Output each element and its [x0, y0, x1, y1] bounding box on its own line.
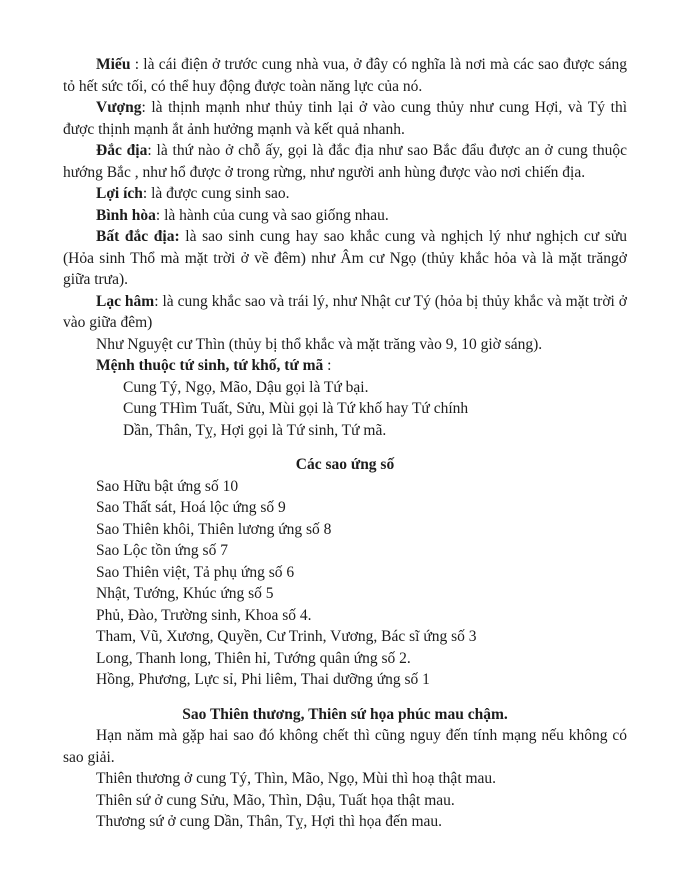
definition-paragraph	[63, 183, 627, 205]
star-number-line: Sao Thiên việt, Tả phụ ứng số 6	[96, 563, 295, 581]
definition-separator: :	[141, 99, 152, 116]
star-number-line: Phủ, Đào, Trường sinh, Khoa số 4.	[96, 606, 312, 624]
definition-text: là được cung sinh sao.	[151, 185, 290, 202]
definition-term: Bình hòa	[96, 206, 156, 224]
star-number-line: Tham, Vũ, Xương, Quyền, Cư Trinh, Vương, Bác sĩ ứng số 3	[96, 628, 477, 645]
thien-thuong-line: Hạn năm mà gặp hai sao đó không chết thì cũng nguy đến tính mạng nếu không có sao giải.	[63, 727, 627, 766]
definition-text: là thịnh mạnh như thủy tinh lại ở vào cung thủy như cung Hợi, và Tý thì được thịnh mạnh ắt ảnh hưởng mạnh và kết quả nhanh.	[63, 99, 627, 138]
star-number-line: Sao Hữu bật ứng số 10	[96, 477, 239, 495]
definition-term: Bất đắc địa:	[96, 228, 180, 245]
star-number-line: Sao Thất sát, Hoá lộc ứng số 9	[96, 499, 286, 516]
menh-list-item: Dần, Thân, Tỵ, Hợi gọi là Tứ sinh, Tứ mã.	[123, 421, 387, 439]
definition-separator: :	[323, 357, 332, 374]
star-number-line: Hồng, Phương, Lực sỉ, Phi liêm, Thai dưỡng ứng số 1	[96, 671, 430, 688]
definition-paragraph	[63, 140, 627, 183]
definition-separator: :	[130, 56, 144, 73]
definition-separator: :	[154, 292, 163, 310]
definition-term: Đắc địa	[96, 142, 148, 159]
star-number-line: Nhật, Tướng, Khúc ứng số 5	[96, 585, 274, 602]
definition-text: là thứ nào ở chỗ ấy, gọi là đắc địa như sao Bắc đẩu được an ở cung thuộc hướng Bắc , như hổ được ở trong rừng, như người anh hùng được vào nơi chiến địa.	[63, 142, 627, 181]
definition-text: là cái điện ở trước cung nhà vua, ở đây có nghĩa là nơi mà các sao được sáng tỏ hết sức tối, có thể huy động được toàn năng lực của nó.	[63, 56, 627, 95]
definition-term: Mệnh thuộc tứ sinh, tứ khố, tứ mã	[96, 357, 324, 374]
definition-paragraph	[63, 97, 627, 140]
definition-text: Như Nguyệt cư Thìn (thủy bị thổ khắc và mặt trăng vào 9, 10 giờ sáng).	[96, 335, 543, 353]
menh-list-item: Cung Tý, Ngọ, Mão, Dậu gọi là Tứ bại.	[123, 378, 369, 396]
star-number-line: Long, Thanh long, Thiên hỉ, Tướng quân ứng số 2.	[96, 649, 411, 667]
definition-paragraph	[63, 226, 627, 291]
thien-thuong-line: Thiên sứ ở cung Sửu, Mão, Thìn, Dậu, Tuất họa thật mau.	[96, 791, 455, 809]
definition-term: Vượng	[96, 99, 142, 116]
definition-paragraph	[63, 355, 627, 377]
definition-text: là sao sinh cung hay sao khắc cung và nghịch lý như nghịch cư sửu (Hỏa sinh Thổ mà mặt trời ở về đêm) như Âm cư Ngọ (thủy khắc hỏa và là mặt trăngở giữa trưa).	[63, 228, 628, 288]
thien-thuong-line: Thiên thương ở cung Tý, Thìn, Mão, Ngọ, Mùi thì hoạ thật mau.	[96, 770, 497, 787]
definition-term: Lạc hâm	[96, 292, 155, 310]
definition-term: Lợi ích	[96, 185, 143, 202]
menh-list-item: Cung THìm Tuất, Sửu, Mùi gọi là Tứ khố hay Tứ chính	[123, 400, 469, 417]
section-heading-thien-thuong-thien-su: Sao Thiên thương, Thiên sứ họa phúc mau chậm.	[182, 705, 508, 723]
star-number-line: Sao Lộc tồn ứng số 7	[96, 542, 228, 559]
section-heading-cac-sao-ung-so: Các sao ứng số	[295, 456, 395, 473]
definition-text: là cung khắc sao và trái lý, như Nhật cư Tý (hỏa bị thủy khắc và mặt trời ở vào giữa đêm)	[63, 292, 628, 331]
definition-separator: :	[147, 142, 157, 159]
star-number-line: Sao Thiên khôi, Thiên lương ứng số 8	[96, 520, 332, 538]
definition-term: Miếu	[96, 56, 131, 73]
definition-separator: :	[142, 185, 152, 202]
definition-text: là hành của cung và sao giống nhau.	[164, 206, 389, 224]
definition-paragraph	[63, 205, 627, 227]
definition-paragraph	[63, 54, 627, 97]
definition-separator: :	[155, 206, 165, 224]
definition-paragraph	[63, 334, 627, 356]
definition-paragraph	[63, 291, 627, 334]
thien-thuong-line: Thương sứ ở cung Dần, Thân, Tỵ, Hợi thì họa đến mau.	[96, 813, 443, 830]
